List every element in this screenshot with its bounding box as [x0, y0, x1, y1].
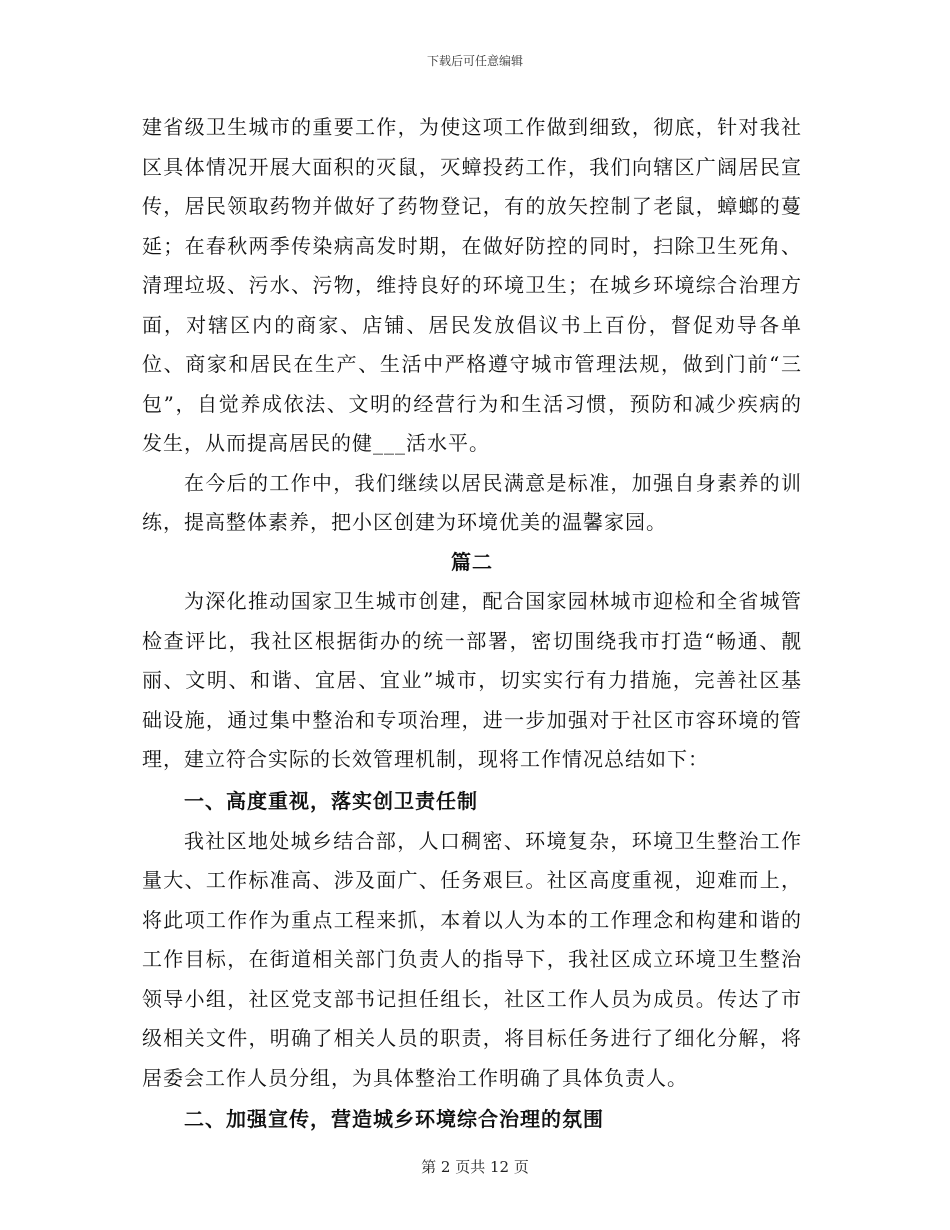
- page-footer: 第 2 页共 12 页: [421, 1158, 529, 1176]
- heading-one: 一、高度重视，落实创卫责任制: [184, 788, 478, 813]
- document-body: [142, 108, 802, 1140]
- heading-two: 二、加强宣传，营造城乡环境综合治理的氛围: [184, 1107, 604, 1131]
- page-header: 下载后可任意编辑: [426, 54, 523, 68]
- section-title: 篇二: [451, 549, 493, 574]
- paragraph-continued: 建省级卫生城市的重要工作，为使这项工作做到细致，彻底，针对我社区具体情况开展大面积的灭鼠，灭蟑投药工作，我们向辖区广阔居民宣传，居民领取药物并做好了药物登记，有的放矢控制了老鼠，蟑螂的蔓延；在春秋两季传染病高发时期，在做好防控的同时，扫除卫生死角、清理垃圾、污水、污物，维持良好的环境卫生；在城乡环境综合治理方面，对辖区内的商家、店铺、居民发放倡议书上百份，督促劝导各单位、商家和居民在生产、生活中严格遵守城市管理法规，做到门前“三包”，自觉养成依法、文明的经营行为和生活习惯，预防和减少疾病的发生，从而提高居民的健___活水平。: [142, 115, 802, 455]
- paragraph-heading-one-body: 我社区地处城乡结合部，人口稠密、环境复杂，环境卫生整治工作量大、工作标准高、涉及面广、任务艰巨。社区高度重视，迎难而上，将此项工作作为重点工程来抓，本着以人为本的工作理念和构建和谐的工作目标，在街道相关部门负责人的指导下，我社区成立环境卫生整治领导小组，社区党支部书记担任组长，社区工作人员为成员。传达了市级相关文件，明确了相关人员的职责，将目标任务进行了细化分解，将居委会工作人员分组，为具体整治工作明确了具体负责人。: [142, 828, 802, 1090]
- paragraph-intro: 为深化推动国家卫生城市创建，配合国家园林城市迎检和全省城管检查评比，我社区根据街办的统一部署，密切围绕我市打造“畅通、靓丽、文明、和谐、宜居、宜业”城市，切实实行有力措施，完善社区基础设施，通过集中整治和专项治理，进一步加强对于社区市容环境的管理，建立符合实际的长效管理机制，现将工作情况总结如下：: [142, 589, 802, 771]
- paragraph-conclusion: 在今后的工作中，我们继续以居民满意是标准，加强自身素养的训练，提高整体素养，把小区创建为环境优美的温馨家园。: [142, 470, 802, 534]
